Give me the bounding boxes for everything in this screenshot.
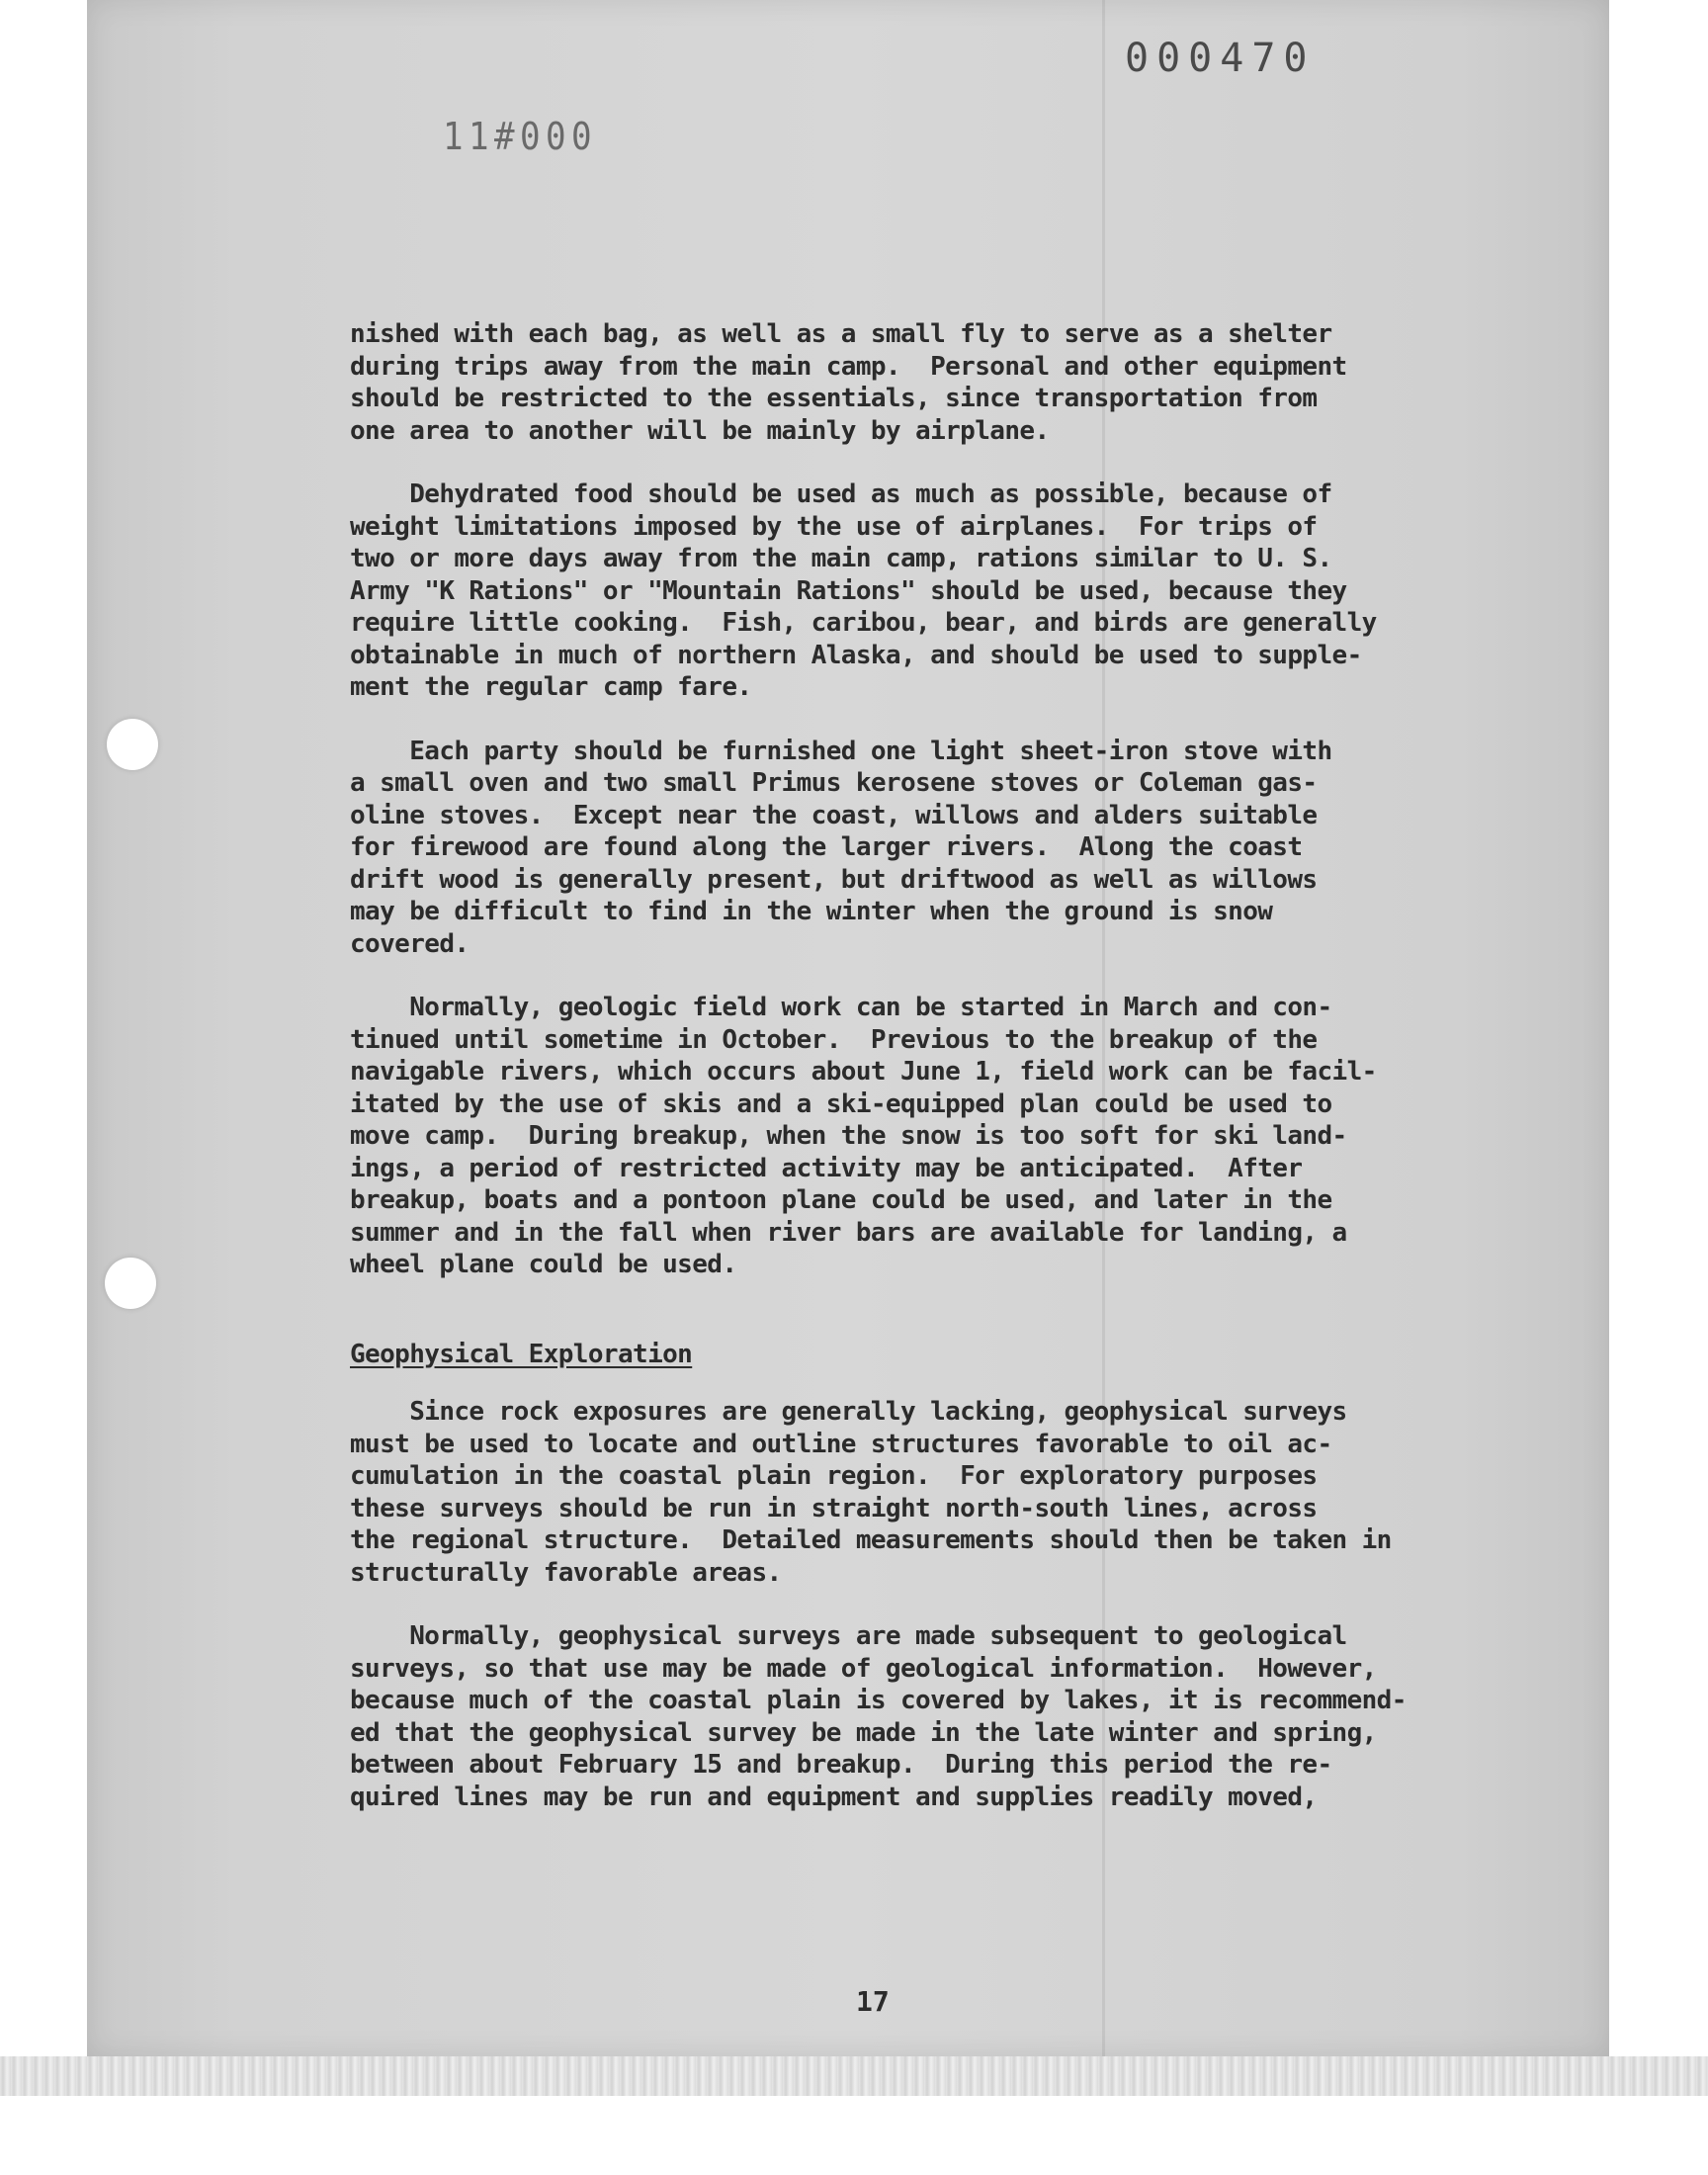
text-line: two or more days away from the main camp, rations similar to U. S. (350, 544, 1332, 573)
text-line: wheel plane could be used. (350, 1250, 737, 1279)
punch-hole (105, 1258, 156, 1309)
text-line: Since rock exposures are generally lacking, geophysical surveys (350, 1397, 1347, 1427)
text-line: surveys, so that use may be made of geological information. However, (350, 1653, 1377, 1684)
text-line: ed that the geophysical survey be made in the late winter and spring, (350, 1717, 1377, 1748)
text-line: Army "K Rations" or "Mountain Rations" should be used, because they (350, 575, 1347, 606)
text-line: must be used to locate and outline structures favorable to oil ac- (350, 1429, 1332, 1459)
text-line: ment the regular camp fare. (350, 672, 752, 702)
paragraph (350, 478, 1536, 704)
text-line: a small oven and two small Primus kerosene stoves or Coleman gas- (350, 768, 1318, 798)
text-line: should be restricted to the essentials, since transportation from (350, 384, 1318, 413)
text-line: move camp. During breakup, when the snow is too soft for ski land- (350, 1121, 1347, 1151)
body-text (350, 318, 1536, 1845)
page-number: 17 (856, 1985, 890, 2018)
text-line: one area to another will be mainly by airplane. (350, 415, 1050, 446)
section-heading: Geophysical Exploration (350, 1339, 693, 1369)
text-line: Each party should be furnished one light sheet-iron stove with (350, 736, 1332, 766)
text-line: for firewood are found along the larger rivers. Along the coast (350, 832, 1303, 862)
text-line: Dehydrated food should be used as much as possible, because of (350, 479, 1332, 509)
text-line: because much of the coastal plain is covered by lakes, it is recommend- (350, 1686, 1407, 1715)
paragraph (350, 992, 1536, 1281)
text-line: itated by the use of skis and a ski-equipped plan could be used to (350, 1088, 1332, 1119)
text-line: breakup, boats and a pontoon plane could be used, and later in the (350, 1185, 1332, 1215)
text-line: covered. (350, 928, 470, 959)
text-line: oline stoves. Except near the coast, willows and alders suitable (350, 800, 1318, 830)
punch-hole (107, 719, 158, 770)
scanner-edge (0, 2056, 1708, 2096)
text-line: between about February 15 and breakup. During this period the re- (350, 1750, 1332, 1780)
text-line: tinued until sometime in October. Previous to the breakup of the (350, 1024, 1318, 1055)
text-line: cumulation in the coastal plain region. For exploratory purposes (350, 1461, 1318, 1491)
text-line: nished with each bag, as well as a small fly to serve as a shelter (350, 319, 1332, 349)
text-line: ings, a period of restricted activity may be anticipated. After (350, 1153, 1303, 1183)
text-line: drift wood is generally present, but driftwood as well as willows (350, 864, 1318, 895)
text-line: structurally favorable areas. (350, 1557, 782, 1588)
text-line: Normally, geologic field work can be started in March and con- (350, 993, 1332, 1022)
text-line: during trips away from the main camp. Personal and other equipment (350, 351, 1347, 382)
text-line: summer and in the fall when river bars are available for landing, a (350, 1217, 1347, 1248)
paragraph (350, 318, 1536, 447)
text-line: weight limitations imposed by the use of airplanes. For trips of (350, 511, 1318, 542)
paragraph (350, 1396, 1536, 1589)
text-line: may be difficult to find in the winter when the ground is snow (350, 897, 1273, 926)
text-line: require little cooking. Fish, caribou, bear, and birds are generally (350, 608, 1377, 638)
paragraph (350, 1620, 1536, 1813)
text-line: these surveys should be run in straight north-south lines, across (350, 1493, 1318, 1523)
text-line: Normally, geophysical surveys are made subsequent to geological (350, 1621, 1347, 1651)
document-number-stamp: 000470 (1125, 36, 1316, 81)
text-line: the regional structure. Detailed measurements should then be taken in (350, 1525, 1392, 1555)
paragraph (350, 736, 1536, 961)
document-number-stamp-mirrored: 11#000 (443, 115, 597, 158)
text-line: quired lines may be run and equipment and supplies readily moved, (350, 1782, 1318, 1812)
text-line: navigable rivers, which occurs about June 1, field work can be facil- (350, 1057, 1377, 1087)
text-line: obtainable in much of northern Alaska, and should be used to supple- (350, 640, 1362, 670)
